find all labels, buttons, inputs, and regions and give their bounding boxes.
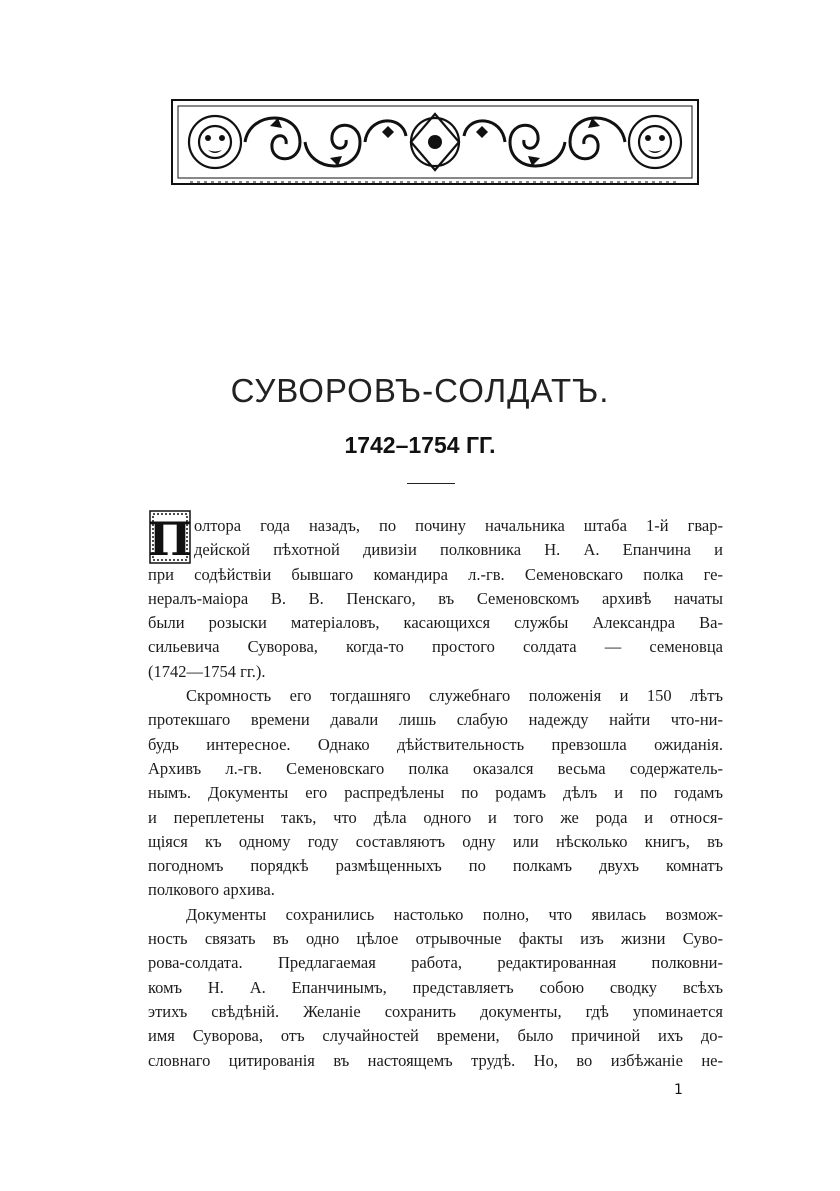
text-line: были розыски матеріаловъ, касающихся службы Александра Ва- (148, 613, 723, 633)
text-line: погодномъ порядкѣ размѣщенныхъ по полкамъ двухъ комнатъ (148, 856, 723, 876)
dropcap-text: П (148, 512, 192, 566)
text-line: и переплетены такъ, что дѣла одного и того же рода и относя- (148, 807, 723, 827)
text-line: при содѣйствіи бывшаго командира л.-гв. Семеновскаго полка ге- (148, 564, 723, 584)
text-line: Архивъ л.-гв. Семеновскаго полка оказался весьма содержатель- (148, 758, 723, 778)
text-line: протекшаго времени давали лишь слабую надежду найти что-ни- (148, 710, 723, 730)
ornament-graphic (170, 96, 700, 188)
text-line: (1742—1754 гг.). (148, 661, 266, 681)
page-title: СУВОРОВЪ-СОЛДАТЪ. (230, 372, 610, 409)
text-line: нералъ-маіора В. В. Пенскаго, въ Семеновскомъ архивѣ начаты (148, 588, 723, 608)
text-line: нымъ. Документы его распредѣлены по родамъ дѣлъ и по годамъ (148, 783, 723, 803)
text-line: комъ Н. А. Епанчинымъ, представляетъ собою сводку всѣхъ (148, 977, 723, 997)
text-line: щіяся къ одному году составляютъ одну или нѣсколько книгъ, въ (148, 831, 723, 851)
page-number: 1 (674, 1082, 683, 1098)
text-line: сильевича Суворова, когда-то простого солдата — семеновца (148, 637, 723, 657)
text-line: этихъ свѣдѣній. Желаніе сохранить документы, гдѣ упоминается (148, 1001, 723, 1021)
text-line: дейской пѣхотной дивизіи полковника Н. А. Епанчина и (194, 540, 723, 560)
text-line: Скромность его тогдашняго служебнаго положенія и 150 лѣтъ (186, 686, 723, 706)
text-line: рова-солдата. Предлагаемая работа, редактированная полковни- (148, 953, 723, 973)
title-divider (407, 483, 455, 484)
ornamental-headpiece (170, 96, 700, 188)
text-line: ность связать въ одно цѣлое отрывочные факты изъ жизни Суво- (148, 929, 723, 949)
body-text (148, 514, 723, 1073)
page-subtitle: 1742–1754 ГГ. (344, 432, 496, 458)
text-line: олтора года назадъ, по почину начальника штаба 1-й гвар- (194, 516, 723, 535)
text-line: полкового архива. (148, 880, 275, 900)
text-line: имя Суворова, отъ случайностей времени, было причиной ихъ до- (148, 1026, 723, 1046)
text-line: словнаго цитированія въ настоящемъ трудѣ. Но, во избѣжаніе не- (148, 1050, 723, 1070)
text-line: будь интересное. Однако дѣйствительность превзошла ожиданія. (148, 734, 723, 754)
text-line: Документы сохранились настолько полно, что явилась возмож- (186, 904, 723, 924)
